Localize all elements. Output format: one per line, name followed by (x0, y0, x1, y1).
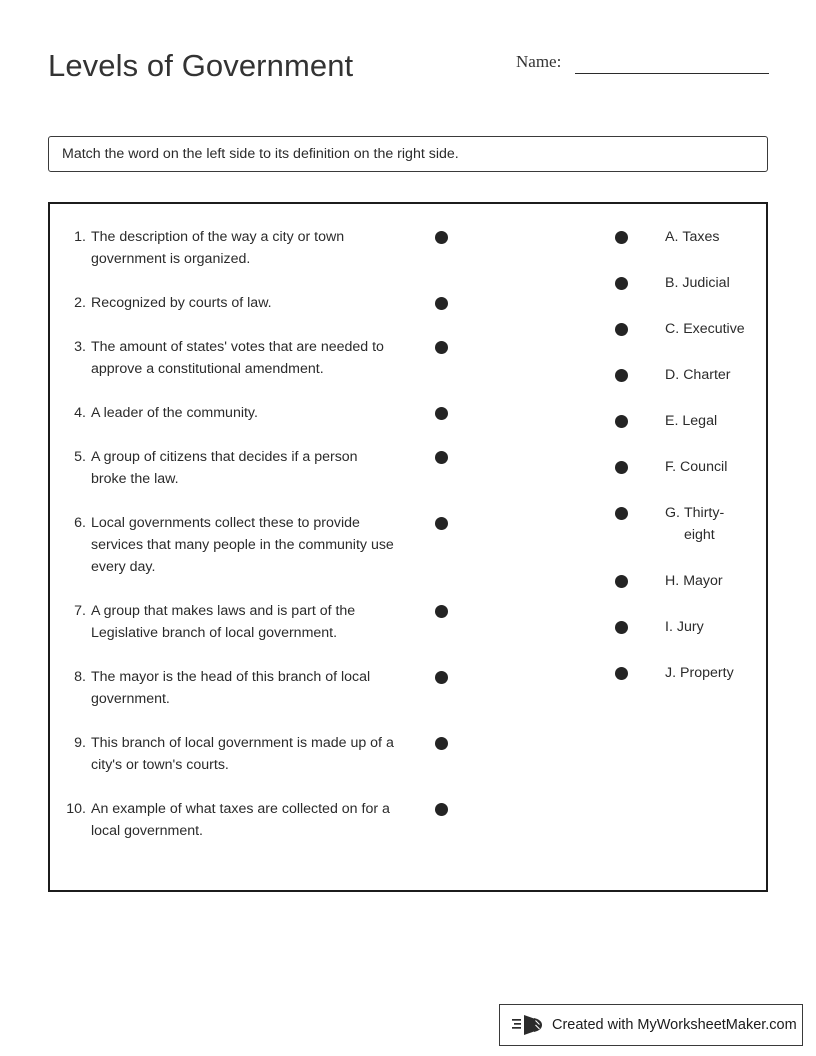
dot-icon (435, 803, 448, 816)
page-title: Levels of Government (48, 48, 354, 83)
page-header (0, 0, 816, 120)
question-match-dot[interactable] (435, 803, 449, 817)
question-row (64, 446, 449, 490)
answer-letter: B. (665, 275, 679, 291)
question-number: 2. (74, 295, 86, 311)
answer-text: Taxes (682, 229, 720, 245)
question-text: A group of citizens that decides if a person broke the law. (91, 449, 358, 487)
answer-letter: I. (665, 619, 673, 635)
question-match-dot[interactable] (435, 407, 449, 421)
question-number: 10. (66, 801, 86, 817)
answer-row (615, 272, 755, 294)
dot-icon (615, 461, 628, 474)
question-match-dot[interactable] (435, 297, 449, 311)
answer-row (615, 364, 755, 386)
answer-letter: D. (665, 367, 680, 383)
question-row (64, 226, 449, 270)
answer-text: Executive (683, 321, 745, 337)
dot-icon (615, 231, 628, 244)
answer-row (615, 318, 755, 340)
answer-text: Council (680, 459, 728, 475)
question-row (64, 732, 449, 776)
question-text: An example of what taxes are collected on for a local government. (91, 801, 390, 839)
answer-match-dot[interactable] (615, 323, 629, 337)
question-number: 4. (74, 405, 86, 421)
dot-icon (435, 297, 448, 310)
question-number: 9. (74, 735, 86, 751)
question-number: 5. (74, 449, 86, 465)
name-field-group (516, 52, 772, 82)
answer-row (615, 662, 755, 684)
dot-icon (615, 575, 628, 588)
dot-icon (435, 671, 448, 684)
answer-row (615, 616, 755, 638)
question-number: 6. (74, 515, 86, 531)
answer-letter: F. (665, 459, 677, 475)
answer-letter: C. (665, 321, 680, 337)
question-text: The mayor is the head of this branch of local government. (91, 669, 371, 707)
answer-letter: J. (665, 665, 677, 681)
question-row (64, 292, 449, 314)
footer-attribution-text: Created with MyWorksheetMaker.com (552, 1017, 797, 1033)
dot-icon (435, 451, 448, 464)
dot-icon (615, 621, 628, 634)
answer-row (615, 410, 755, 432)
question-text: Recognized by courts of law. (91, 295, 272, 311)
instruction-text: Match the word on the left side to its definition on the right side. (62, 146, 459, 162)
matching-panel (48, 202, 768, 892)
question-text: The description of the way a city or town government is organized. (91, 229, 345, 267)
name-input-line[interactable] (575, 73, 769, 74)
answer-match-dot[interactable] (615, 575, 629, 589)
question-match-dot[interactable] (435, 341, 449, 355)
answer-match-dot[interactable] (615, 369, 629, 383)
question-number: 1. (74, 229, 86, 245)
question-row (64, 336, 449, 380)
question-match-dot[interactable] (435, 605, 449, 619)
question-row (64, 512, 449, 578)
dot-icon (435, 605, 448, 618)
answer-letter: E. (665, 413, 679, 429)
answer-row (615, 502, 755, 546)
dot-icon (435, 407, 448, 420)
instruction-box (48, 136, 768, 172)
dot-icon (615, 323, 628, 336)
question-row (64, 402, 449, 424)
answer-letter: G. (665, 505, 680, 521)
question-text: A leader of the community. (91, 405, 258, 421)
question-number: 3. (74, 339, 86, 355)
dot-icon (435, 231, 448, 244)
answer-match-dot[interactable] (615, 277, 629, 291)
answer-letter: H. (665, 573, 680, 589)
questions-column (64, 226, 449, 864)
question-row (64, 798, 449, 842)
question-number: 7. (74, 603, 86, 619)
answer-text: Mayor (683, 573, 723, 589)
answer-match-dot[interactable] (615, 621, 629, 635)
dot-icon (615, 369, 628, 382)
answer-text: Thirty-eight (683, 505, 725, 543)
answer-text: Charter (683, 367, 731, 383)
dot-icon (615, 277, 628, 290)
dot-icon (615, 667, 628, 680)
footer-attribution-badge (499, 1004, 803, 1046)
question-row (64, 600, 449, 644)
answer-match-dot[interactable] (615, 461, 629, 475)
question-match-dot[interactable] (435, 737, 449, 751)
dot-icon (435, 341, 448, 354)
name-label: Name: (516, 52, 562, 71)
question-text: This branch of local government is made up of a city's or town's courts. (91, 735, 394, 773)
question-match-dot[interactable] (435, 517, 449, 531)
question-number: 8. (74, 669, 86, 685)
answer-match-dot[interactable] (615, 667, 629, 681)
question-match-dot[interactable] (435, 231, 449, 245)
answer-row (615, 456, 755, 478)
answers-column (615, 226, 755, 708)
answer-row (615, 226, 755, 248)
answer-match-dot[interactable] (615, 415, 629, 429)
answer-text: Jury (676, 619, 704, 635)
answer-letter: A. (665, 229, 679, 245)
dot-icon (615, 415, 628, 428)
question-text: Local governments collect these to provide services that many people in the community use every day. (91, 515, 394, 575)
question-match-dot[interactable] (435, 451, 449, 465)
question-match-dot[interactable] (435, 671, 449, 685)
answer-text: Property (680, 665, 734, 681)
answer-text: Legal (682, 413, 718, 429)
question-text: The amount of states' votes that are needed to approve a constitutional amendment. (91, 339, 384, 377)
question-row (64, 666, 449, 710)
answer-match-dot[interactable] (615, 231, 629, 245)
answer-text: Judicial (682, 275, 730, 291)
worksheet-maker-logo-icon (512, 1012, 546, 1038)
question-text: A group that makes laws and is part of the Legislative branch of local government. (91, 603, 356, 641)
answer-row (615, 570, 755, 592)
dot-icon (435, 737, 448, 750)
dot-icon (435, 517, 448, 530)
dot-icon (615, 507, 628, 520)
answer-match-dot[interactable] (615, 507, 629, 521)
